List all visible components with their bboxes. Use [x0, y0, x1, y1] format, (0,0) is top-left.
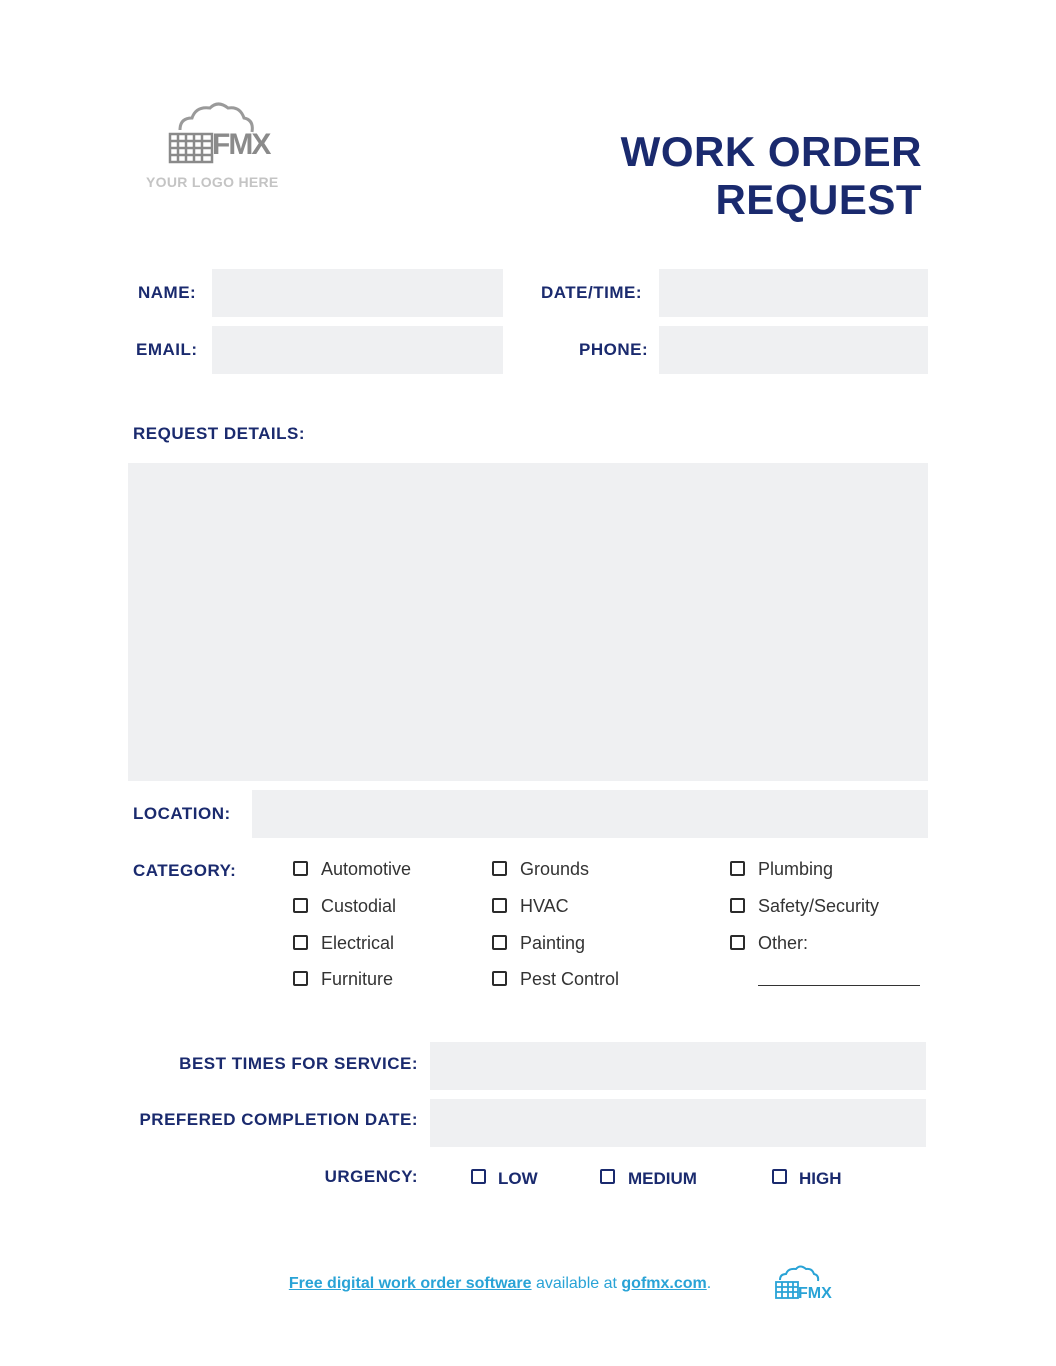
logo-placeholder-text: YOUR LOGO HERE: [146, 174, 279, 190]
email-field[interactable]: [212, 326, 503, 374]
other-write-in-line[interactable]: [758, 985, 920, 986]
phone-label: PHONE:: [579, 340, 649, 359]
checkbox-urgency-low[interactable]: [471, 1169, 486, 1184]
datetime-label: DATE/TIME:: [541, 283, 643, 302]
phone-field[interactable]: [659, 326, 928, 374]
svg-text:FMX: FMX: [798, 1285, 832, 1302]
urgency-high-label: HIGH: [799, 1169, 842, 1188]
category-grounds-label: Grounds: [520, 859, 590, 879]
urgency-medium-label: MEDIUM: [628, 1169, 697, 1188]
fmx-building-icon: [774, 1264, 832, 1302]
best-times-label: BEST TIMES FOR SERVICE:: [179, 1054, 418, 1073]
footer-end-text: .: [706, 1275, 712, 1292]
checkbox-pest-control[interactable]: [492, 971, 507, 986]
checkbox-urgency-high[interactable]: [772, 1169, 787, 1184]
category-furniture-label: Furniture: [321, 969, 394, 989]
category-automotive-label: Automotive: [321, 859, 412, 879]
name-field[interactable]: [212, 269, 503, 317]
location-label: LOCATION:: [133, 804, 231, 823]
category-pest-control-label: Pest Control: [520, 969, 620, 989]
checkbox-painting[interactable]: [492, 935, 507, 950]
category-hvac-label: HVAC: [520, 896, 569, 916]
checkbox-urgency-medium[interactable]: [600, 1169, 615, 1184]
category-safety-security-label: Safety/Security: [758, 896, 880, 916]
request-details-field[interactable]: [128, 463, 928, 781]
email-label: EMAIL:: [136, 340, 198, 359]
logo: [166, 100, 270, 170]
checkbox-plumbing[interactable]: [730, 861, 745, 876]
checkbox-electrical[interactable]: [293, 935, 308, 950]
datetime-field[interactable]: [659, 269, 928, 317]
category-label: CATEGORY:: [133, 861, 237, 880]
category-other-label: Other:: [758, 933, 809, 953]
category-custodial-label: Custodial: [321, 896, 397, 916]
checkbox-custodial[interactable]: [293, 898, 308, 913]
footer-site-link[interactable]: gofmx.com: [621, 1275, 707, 1292]
footer-fmx-logo: [774, 1264, 832, 1302]
checkbox-automotive[interactable]: [293, 861, 308, 876]
request-details-label: REQUEST DETAILS:: [133, 424, 306, 443]
urgency-label: URGENCY:: [324, 1167, 418, 1186]
name-label: NAME:: [138, 283, 197, 302]
category-electrical-label: Electrical: [321, 933, 395, 953]
footer: [250, 1275, 750, 1293]
page-title: WORK ORDER REQUEST: [620, 128, 922, 223]
checkbox-grounds[interactable]: [492, 861, 507, 876]
best-times-field[interactable]: [430, 1042, 926, 1090]
completion-date-field[interactable]: [430, 1099, 926, 1147]
location-field[interactable]: [252, 790, 928, 838]
checkbox-furniture[interactable]: [293, 971, 308, 986]
footer-middle-text: available at: [531, 1275, 622, 1292]
completion-date-label: PREFERED COMPLETION DATE:: [139, 1110, 418, 1129]
category-painting-label: Painting: [520, 933, 586, 953]
urgency-low-label: LOW: [498, 1169, 538, 1188]
checkbox-safety-security[interactable]: [730, 898, 745, 913]
checkbox-hvac[interactable]: [492, 898, 507, 913]
footer-software-link[interactable]: Free digital work order software: [288, 1275, 532, 1292]
checkbox-other[interactable]: [730, 935, 745, 950]
category-plumbing-label: Plumbing: [758, 859, 834, 879]
logo-mark: FMX: [212, 128, 270, 161]
